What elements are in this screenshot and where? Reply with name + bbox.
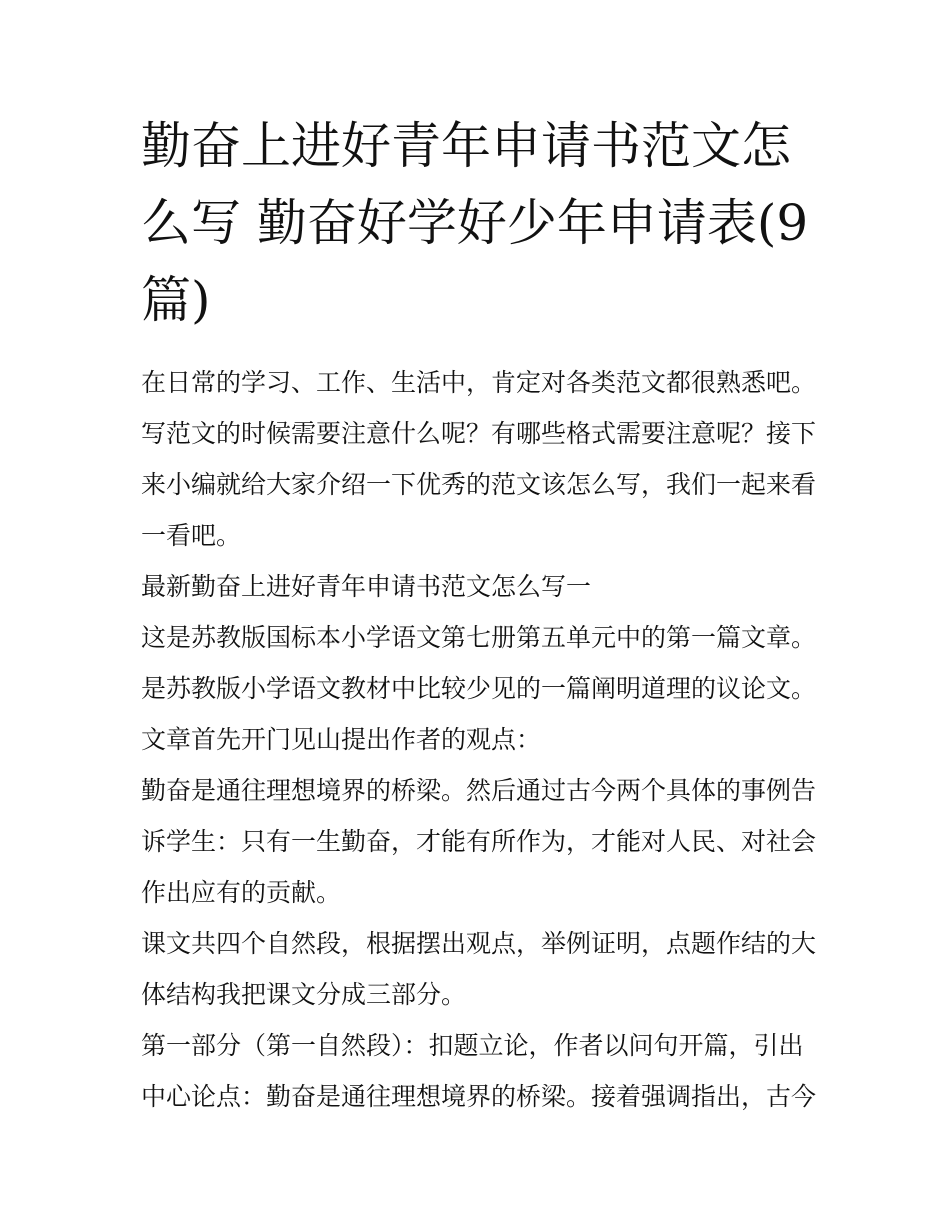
document-title: 勤奋上进好青年申请书范文怎么写 勤奋好学好少年申请表(9篇)	[141, 117, 809, 329]
paragraph-text: 是苏教版小学语文教材中比较少见的一篇阐明道理的议论文。	[141, 674, 817, 703]
paragraph-text: 文章首先开门见山提出作者的观点：	[141, 725, 542, 754]
paragraph-text: 这是苏教版国标本小学语文第七册第五单元中的第一篇文章。	[141, 623, 817, 652]
paragraph-section-heading: 最新勤奋上进好青年申请书范文怎么写一	[141, 572, 592, 601]
paragraph-text: 勤奋是通往理想境界的桥梁。然后通过古今两个具体的事例告诉学生：只有一生勤奋，才能有所作为，才能对人民、对社会作出应有的贡献。	[141, 776, 817, 907]
paragraph-text: 第一部分（第一自然段）：扣题立论，作者以问句开篇，引出中心论点：勤奋是通往理想境界的桥梁。接着强调指出，古今	[141, 1031, 817, 1111]
paragraph-text: 课文共四个自然段，根据摆出观点，举例证明，点题作结的大体结构我把课文分成三部分。	[141, 929, 817, 1009]
paragraph-intro: 在日常的学习、工作、生活中，肯定对各类范文都很熟悉吧。写范文的时候需要注意什么呢？有哪些格式需要注意呢？接下来小编就给大家介绍一下优秀的范文该怎么写，我们一起来看一看吧。	[141, 368, 817, 550]
document-body	[141, 108, 821, 1122]
